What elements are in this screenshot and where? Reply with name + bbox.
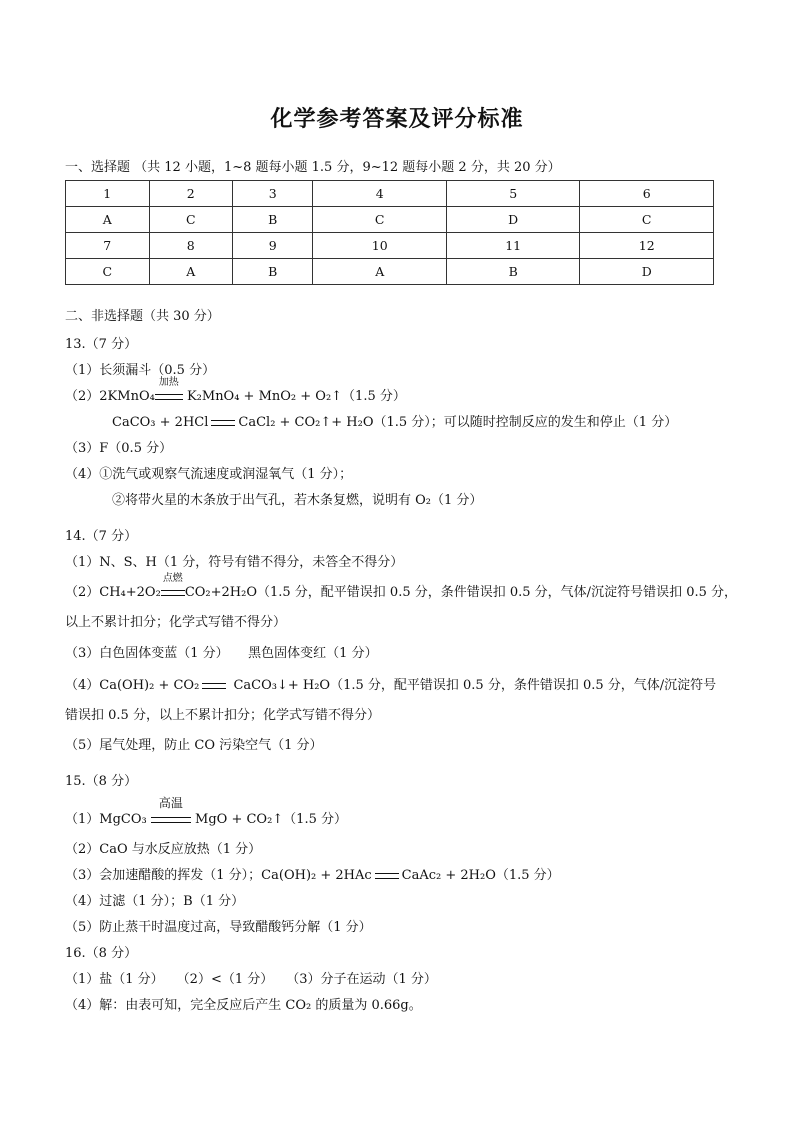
- equation-left: （2）2KMnO₄: [65, 389, 155, 404]
- equals-sign: [202, 683, 226, 689]
- equation-left: （3）会加速醋酸的挥发（1 分）；Ca(OH)₂ + 2HAc: [65, 868, 372, 883]
- q14-answer-4: [65, 674, 716, 693]
- equation-left: （1）MgCO₃: [65, 812, 147, 827]
- table-cell: 7: [66, 233, 150, 259]
- table-cell: 10: [313, 233, 446, 259]
- table-cell: C: [66, 259, 150, 285]
- reaction-condition: [161, 573, 185, 600]
- table-cell: B: [446, 259, 579, 285]
- q14-heading: 14.（7 分）: [65, 529, 138, 544]
- answer-table: [65, 180, 714, 285]
- table-cell: 9: [233, 233, 313, 259]
- table-cell: A: [66, 207, 150, 233]
- table-cell: A: [149, 259, 233, 285]
- q14-answer-4b: 错误扣 0.5 分，以上不累计扣分；化学式写错不得分）: [65, 708, 380, 723]
- equals-sign: [161, 590, 185, 596]
- equation-right: K₂MnO₄ + MnO₂ + O₂↑（1.5 分）: [186, 389, 406, 404]
- condition-label: 高温: [158, 796, 183, 810]
- table-cell: 11: [446, 233, 579, 259]
- equation-left: （4）Ca(OH)₂ + CO₂: [65, 678, 200, 693]
- equation-left: CaCO₃ + 2HCl: [112, 415, 209, 430]
- table-cell: B: [233, 259, 313, 285]
- table-cell: C: [580, 207, 714, 233]
- table-cell: C: [149, 207, 233, 233]
- q13-answer-3: （3）F（0.5 分）: [65, 441, 173, 456]
- q13-answer-2b: [112, 411, 677, 430]
- table-row: [66, 181, 714, 207]
- table-cell: D: [580, 259, 714, 285]
- table-cell: 1: [66, 181, 150, 207]
- equation-right: CaCl₂ + CO₂↑+ H₂O（1.5 分）；可以随时控制反应的发生和停止（1 分）: [238, 415, 678, 430]
- table-cell: 8: [149, 233, 233, 259]
- q15-answer-2: （2）CaO 与水反应放热（1 分）: [65, 842, 262, 857]
- q15-heading: 15.（8 分）: [65, 774, 138, 789]
- q13-answer-4: （4）①洗气或观察气流速度或润湿氧气（1 分）；: [65, 467, 353, 482]
- table-row: [66, 233, 714, 259]
- q14-answer-1: （1）N、S、H（1 分，符号有错不得分，未答全不得分）: [65, 555, 404, 570]
- q13-heading: 13.（7 分）: [65, 337, 138, 352]
- equation-right: CaCO₃↓+ H₂O（1.5 分，配平错误扣 0.5 分，条件错误扣 0.5 分，气体/沉淀符号: [233, 678, 717, 693]
- condition-label: 加热: [158, 377, 179, 388]
- table-cell: 5: [446, 181, 579, 207]
- equation-right: CO₂+2H₂O（1.5 分，配平错误扣 0.5 分，条件错误扣 0.5 分，气体/沉淀符号错误扣 0.5 分，: [184, 585, 738, 600]
- q15-answer-4: （4）过滤（1 分）；B（1 分）: [65, 894, 245, 909]
- equation-left: （2）CH₄+2O₂: [65, 585, 161, 600]
- table-cell: 3: [233, 181, 313, 207]
- table-cell: B: [233, 207, 313, 233]
- table-cell: 4: [313, 181, 446, 207]
- condition-label: 点燃: [162, 573, 183, 584]
- q14-answer-5: （5）尾气处理，防止 CO 污染空气（1 分）: [65, 738, 323, 753]
- section1-heading: 一、选择题 （共 12 小题，1~8 题每小题 1.5 分，9~12 题每小题 2 分，共 20 分）: [65, 160, 561, 175]
- table-cell: 6: [580, 181, 714, 207]
- reaction-condition: [151, 796, 191, 827]
- q16-answer-2: （4）解：由表可知，完全反应后产生 CO₂ 的质量为 0.66g。: [65, 998, 422, 1013]
- q13-answer-2: [65, 377, 406, 404]
- equation-right: MgO + CO₂↑（1.5 分）: [195, 812, 347, 827]
- q16-answer-1: （1）盐（1 分） （2）<（1 分） （3）分子在运动（1 分）: [65, 972, 437, 987]
- page-title: 化学参考答案及评分标准: [270, 106, 524, 132]
- equals-sign: [375, 873, 399, 879]
- table-cell: 12: [580, 233, 714, 259]
- table-row: [66, 259, 714, 285]
- q15-answer-1: [65, 796, 347, 827]
- q15-answer-3: [65, 864, 560, 883]
- table-cell: 2: [149, 181, 233, 207]
- reaction-condition: [155, 377, 183, 404]
- q14-answer-3: （3）白色固体变蓝（1 分） 黑色固体变红（1 分）: [65, 646, 378, 661]
- table-cell: C: [313, 207, 446, 233]
- q16-heading: 16.（8 分）: [65, 946, 138, 961]
- q13-answer-1: （1）长须漏斗（0.5 分）: [65, 363, 216, 378]
- table-cell: D: [446, 207, 579, 233]
- table-cell: A: [313, 259, 446, 285]
- table-row: [66, 207, 714, 233]
- equals-sign: [211, 420, 235, 426]
- q15-answer-5: （5）防止蒸干时温度过高，导致醋酸钙分解（1 分）: [65, 920, 372, 935]
- q14-answer-2b: 以上不累计扣分；化学式写错不得分）: [65, 615, 287, 630]
- q14-answer-2: [65, 573, 738, 600]
- equals-sign: [151, 817, 191, 823]
- equals-sign: [155, 394, 183, 400]
- equation-right: CaAc₂ + 2H₂O（1.5 分）: [401, 868, 560, 883]
- q13-answer-4b: ②将带火星的木条放于出气孔，若木条复燃，说明有 O₂（1 分）: [112, 493, 483, 508]
- section2-heading: 二、非选择题（共 30 分）: [65, 309, 220, 324]
